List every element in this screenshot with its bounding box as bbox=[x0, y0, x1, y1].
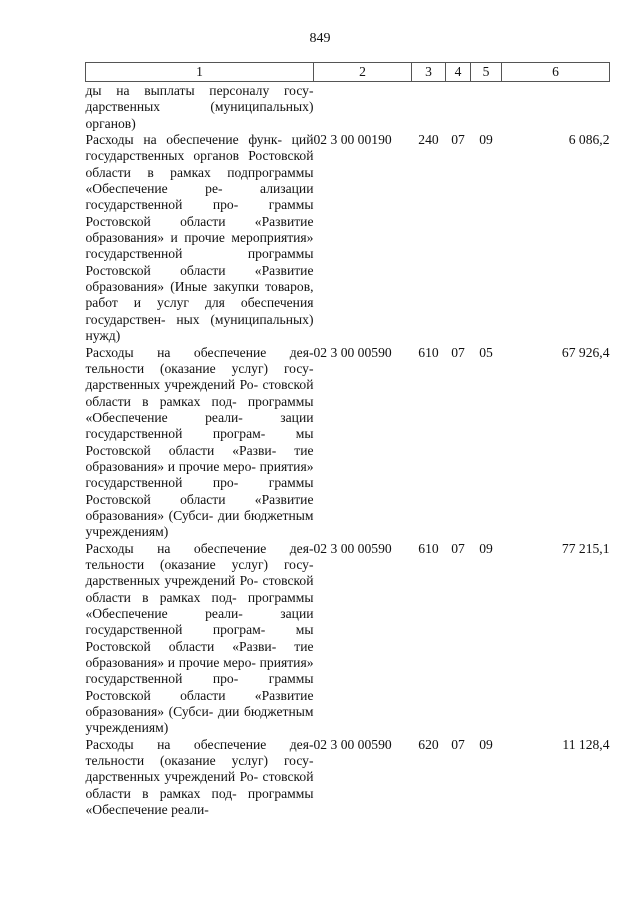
expense-type-cell: 610 bbox=[418, 344, 439, 360]
column-header-6: 6 bbox=[502, 63, 610, 82]
description-line: граммы Ростовской области bbox=[85, 197, 314, 229]
subsection-cell: 09 bbox=[479, 540, 493, 556]
description-line: программы «Обеспечение реали- bbox=[85, 785, 314, 818]
description-line: Ростовской области в рамках bbox=[85, 148, 314, 180]
description-line: приятия» государственной про- bbox=[85, 655, 314, 687]
table-row bbox=[86, 541, 610, 737]
description-line: дарственных (муниципальных) bbox=[85, 99, 314, 115]
description-line: граммы Ростовской области bbox=[85, 475, 314, 507]
description-line: «Развитие образования» (Субси- bbox=[85, 491, 314, 523]
subsection-cell: 09 bbox=[479, 736, 493, 752]
description-line: зации государственной програм- bbox=[85, 606, 314, 638]
subsection-cell bbox=[471, 82, 502, 133]
description-line: программы «Обеспечение реали- bbox=[85, 393, 314, 425]
section-cell: 07 bbox=[451, 540, 465, 556]
description-line: «Развитие образования» и прочие bbox=[85, 213, 314, 246]
column-header-4: 4 bbox=[446, 63, 471, 82]
description-line: ализации государственной про- bbox=[85, 181, 314, 213]
description-line: Расходы на обеспечение дея- bbox=[85, 736, 314, 752]
description-line: Расходы на обеспечение дея- bbox=[85, 344, 314, 360]
budget-code-cell: 02 3 00 00590 bbox=[313, 736, 392, 752]
description-cell bbox=[86, 82, 314, 133]
description-line: тие образования» и прочие меро- bbox=[85, 442, 314, 474]
description-line: «Развитие образования» (Иные bbox=[85, 262, 314, 295]
section-cell bbox=[446, 82, 471, 133]
column-header-5: 5 bbox=[471, 63, 502, 82]
page-number: 849 bbox=[309, 31, 331, 46]
description-line: приятия» государственной про- bbox=[85, 458, 314, 491]
column-header-2: 2 bbox=[314, 63, 412, 82]
description-cell bbox=[86, 345, 314, 541]
description-line: Расходы на обеспечение функ- bbox=[85, 132, 282, 148]
description-line: Расходы на обеспечение дея- bbox=[85, 540, 314, 556]
description-cell bbox=[86, 541, 314, 737]
column-header-1: 1 bbox=[86, 63, 314, 82]
section-cell: 07 bbox=[451, 132, 465, 148]
description-line: тие образования» и прочие меро- bbox=[85, 638, 314, 671]
description-line: подпрограммы «Обеспечение ре- bbox=[85, 164, 314, 197]
amount-cell: 6 086,2 bbox=[568, 132, 610, 148]
description-line: закупки товаров, работ и услуг bbox=[85, 279, 314, 311]
description-line: мероприятия» государственной bbox=[85, 230, 314, 262]
table-row bbox=[86, 737, 610, 819]
description-line: для обеспечения государствен- bbox=[85, 295, 314, 327]
description-line: тельности (оказание услуг) госу- bbox=[85, 753, 314, 769]
budget-code-cell: 02 3 00 00590 bbox=[313, 344, 392, 360]
budget-code-cell bbox=[314, 82, 412, 133]
expense-type-cell bbox=[412, 82, 446, 133]
description-line: дии бюджетным учреждениям) bbox=[85, 507, 314, 540]
budget-code-cell: 02 3 00 00190 bbox=[313, 132, 392, 148]
description-line: зации государственной програм- bbox=[85, 409, 314, 442]
table-row bbox=[86, 132, 610, 344]
description-line: ных (муниципальных) нужд) bbox=[85, 311, 314, 344]
budget-code-cell: 02 3 00 00590 bbox=[313, 540, 392, 556]
description-cell bbox=[86, 737, 314, 819]
section-cell: 07 bbox=[451, 344, 465, 360]
header-row bbox=[86, 63, 610, 82]
section-cell: 07 bbox=[451, 736, 465, 752]
expense-type-cell: 620 bbox=[418, 736, 439, 752]
subsection-cell: 09 bbox=[479, 132, 493, 148]
description-line: органов) bbox=[85, 115, 136, 131]
description-line: стовской области в рамках под- bbox=[85, 769, 314, 801]
description-line: мы Ростовской области «Разви- bbox=[85, 622, 314, 654]
description-line: «Развитие образования» (Субси- bbox=[85, 687, 314, 720]
amount-cell bbox=[502, 82, 610, 133]
table-row bbox=[86, 82, 610, 133]
description-line: тельности (оказание услуг) госу- bbox=[85, 360, 314, 376]
description-line: программы «Обеспечение реали- bbox=[85, 589, 314, 621]
description-line: стовской области в рамках под- bbox=[85, 377, 314, 409]
description-line: мы Ростовской области «Разви- bbox=[85, 426, 314, 458]
table-row bbox=[86, 345, 610, 541]
description-line: ды на выплаты персоналу госу- bbox=[85, 83, 314, 98]
expense-type-cell: 240 bbox=[418, 132, 439, 148]
amount-cell: 67 926,4 bbox=[561, 344, 610, 360]
description-line: ций государственных органов bbox=[85, 132, 314, 164]
column-header-3: 3 bbox=[412, 63, 446, 82]
description-line: дарственных учреждений Ро- bbox=[85, 769, 259, 785]
description-line: дарственных учреждений Ро- bbox=[85, 377, 259, 393]
description-line: дии бюджетным учреждениям) bbox=[85, 704, 314, 736]
description-line: программы Ростовской области bbox=[85, 246, 314, 278]
expense-type-cell: 610 bbox=[418, 540, 439, 556]
description-line: граммы Ростовской области bbox=[85, 671, 314, 703]
amount-cell: 77 215,1 bbox=[561, 540, 610, 556]
description-line: стовской области в рамках под- bbox=[85, 573, 314, 605]
description-cell bbox=[86, 132, 314, 344]
subsection-cell: 05 bbox=[479, 344, 493, 360]
amount-cell: 11 128,4 bbox=[562, 736, 610, 752]
budget-table bbox=[85, 62, 610, 818]
description-line: тельности (оказание услуг) госу- bbox=[85, 556, 314, 572]
description-line: дарственных учреждений Ро- bbox=[85, 573, 259, 589]
